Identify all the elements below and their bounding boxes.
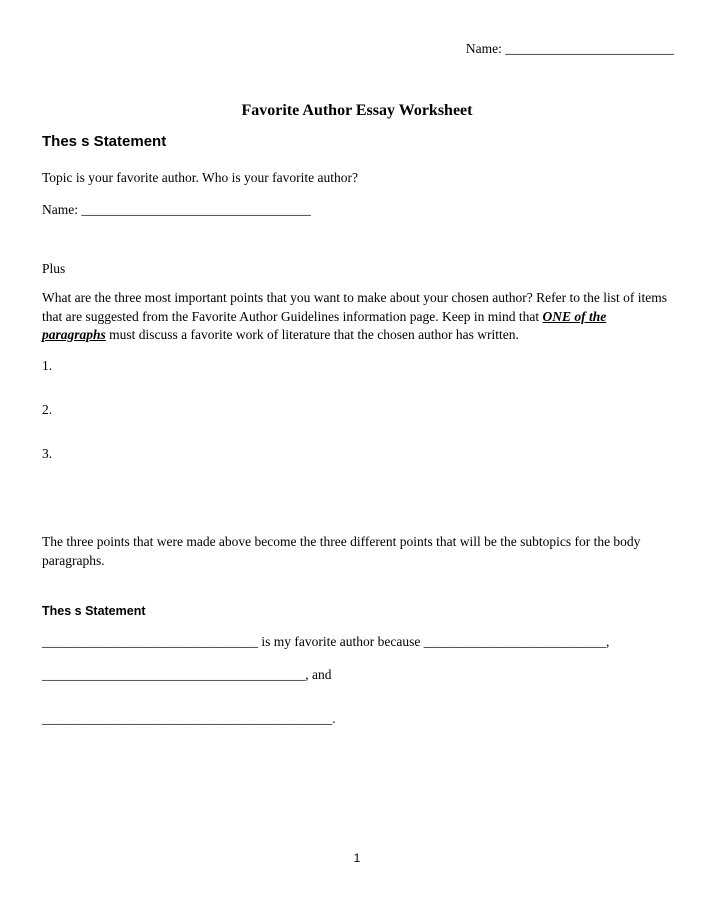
- thesis-statement-heading: Thes s Statement: [42, 133, 167, 150]
- topic-question: Topic is your favorite author. Who is your favorite author?: [42, 170, 358, 185]
- author-name-line: Name: __________________________________: [42, 202, 311, 217]
- point-number-3: 3.: [42, 446, 53, 461]
- thesis-fill-line-1: ________________________________ is my favorite author because ___________________________,: [42, 634, 610, 649]
- instructions-text-end: must discuss a favorite work of literature that the chosen author has written.: [105, 327, 519, 342]
- point-number-1: 1.: [42, 358, 53, 373]
- thesis-fill-line-3: ___________________________________________.: [42, 711, 336, 726]
- instructions-emphasis: ONE of the paragraphs: [42, 308, 607, 342]
- points-instructions: [42, 289, 672, 345]
- thesis-fill-line-2: _______________________________________, and: [42, 667, 332, 682]
- header-name-line: Name: _________________________: [465, 41, 674, 56]
- plus-label: Plus: [42, 261, 66, 276]
- point-number-2: 2.: [42, 402, 53, 417]
- page-number: 1: [353, 851, 361, 865]
- thesis-statement-heading-2: Thes s Statement: [42, 604, 146, 618]
- page-title: Favorite Author Essay Worksheet: [241, 102, 473, 119]
- summary-paragraph: The three points that were made above become the three different points that will be the subtopics for the body paragraphs.: [42, 534, 641, 568]
- instructions-text-start: What are the three most important points that you want to make about your chosen author? Refer to the list of items that are suggested from the Favorite Author Guidelines information page. Keep in mind that: [42, 290, 667, 324]
